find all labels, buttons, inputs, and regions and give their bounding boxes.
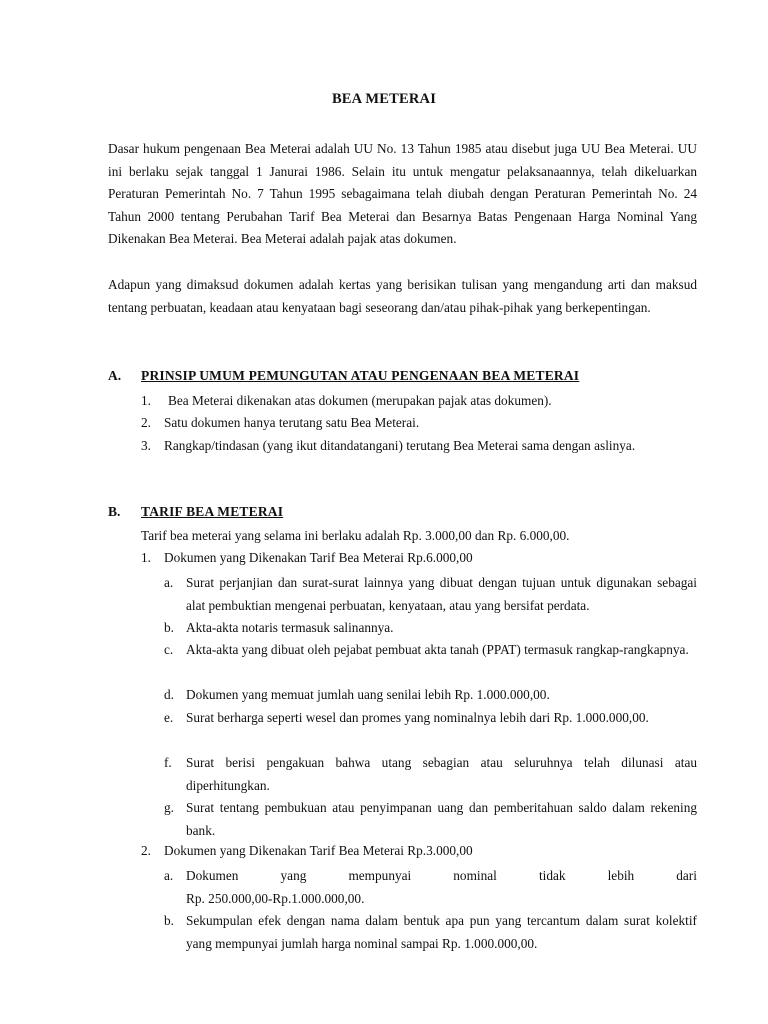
section-b-intro: Tarif bea meterai yang selama ini berlaku adalah Rp. 3.000,00 dan Rp. 6.000,00. bbox=[141, 528, 570, 543]
section-a-item-3-number: 3. bbox=[141, 438, 151, 453]
section-a-item-2: Satu dokumen hanya terutang satu Bea Meterai. bbox=[164, 415, 420, 430]
word: mempunyai bbox=[348, 868, 412, 883]
group-2-item-a-line-1 bbox=[186, 865, 697, 888]
group-1-item-b: Akta-akta notaris termasuk salinannya. bbox=[186, 620, 394, 635]
word: yang bbox=[280, 868, 307, 883]
group-2-number: 2. bbox=[141, 843, 151, 858]
intro-paragraph-2: Adapun yang dimaksud dokumen adalah kertas yang berisikan tulisan yang mengandung arti dan maksud tentang perbuatan, keadaan atau kenyataan bagi seseorang dan/atau pihak-pihak yang berkepentingan. bbox=[108, 277, 697, 315]
section-a-item-1: Bea Meterai dikenakan atas dokumen (merupakan pajak atas dokumen). bbox=[168, 393, 552, 408]
group-2-label: Dokumen yang Dikenakan Tarif Bea Meterai Rp.3.000,00 bbox=[164, 843, 473, 858]
group-2-item-a bbox=[186, 865, 697, 910]
section-b-letter: B. bbox=[108, 504, 121, 519]
section-a-item-2-number: 2. bbox=[141, 415, 151, 430]
group-2-item-a-line-2: Rp. 250.000,00-Rp.1.000.000,00. bbox=[186, 890, 365, 906]
section-b-title: TARIF BEA METERAI bbox=[141, 504, 284, 519]
group-2-item-a-letter: a. bbox=[164, 868, 174, 883]
group-1-item-e: Surat berharga seperti wesel dan promes yang nominalnya lebih dari Rp. 1.000.000,00. bbox=[186, 710, 649, 725]
word: lebih bbox=[607, 868, 635, 883]
group-2-item-b-letter: b. bbox=[164, 913, 174, 928]
group-2-item-b: Sekumpulan efek dengan nama dalam bentuk apa pun yang tercantum dalam surat kolektif yang mempunyai jumlah harga nominal sampai Rp. 1.000.000,00. bbox=[186, 913, 697, 951]
group-1-item-g-letter: g. bbox=[164, 800, 174, 815]
group-1-item-d-letter: d. bbox=[164, 687, 174, 702]
group-1-item-g: Surat tentang pembukuan atau penyimpanan uang dan pemberitahuan saldo dalam rekening bank. bbox=[186, 800, 697, 838]
group-1-item-d: Dokumen yang memuat jumlah uang senilai lebih Rp. 1.000.000,00. bbox=[186, 687, 550, 702]
group-1-item-f: Surat berisi pengakuan bahwa utang sebagian atau seluruhnya telah dilunasi atau diperhitungkan. bbox=[186, 755, 697, 793]
document-title: BEA METERAI bbox=[331, 91, 437, 107]
section-a-item-3: Rangkap/tindasan (yang ikut ditandatangani) terutang Bea Meterai sama dengan aslinya. bbox=[164, 438, 636, 453]
group-1-item-c-letter: c. bbox=[164, 642, 174, 657]
group-1-label: Dokumen yang Dikenakan Tarif Bea Meterai Rp.6.000,00 bbox=[164, 550, 473, 565]
group-1-item-b-letter: b. bbox=[164, 620, 174, 635]
word: Dokumen bbox=[186, 868, 239, 883]
group-1-number: 1. bbox=[141, 550, 151, 565]
group-1-item-f-letter: f. bbox=[164, 755, 172, 770]
group-1-item-a-letter: a. bbox=[164, 575, 174, 590]
group-1-item-c: Akta-akta yang dibuat oleh pejabat pembuat akta tanah (PPAT) termasuk rangkap-rangkapnya. bbox=[186, 642, 689, 657]
group-1-item-a: Surat perjanjian dan surat-surat lainnya yang dibuat dengan tujuan untuk digunakan sebagai alat pembuktian mengenai perbuatan, kenyataan, atau yang bersifat perdata. bbox=[186, 575, 697, 613]
section-a-item-1-number: 1. bbox=[141, 393, 151, 408]
word: tidak bbox=[538, 868, 566, 883]
section-a-letter: A. bbox=[108, 368, 122, 383]
word: nominal bbox=[453, 868, 497, 883]
group-1-item-e-letter: e. bbox=[164, 710, 174, 725]
section-a-title: PRINSIP UMUM PEMUNGUTAN ATAU PENGENAAN BEA METERAI bbox=[141, 368, 580, 383]
section-b-heading bbox=[108, 504, 697, 520]
word: dari bbox=[676, 868, 697, 883]
section-a-heading bbox=[108, 368, 697, 384]
intro-paragraph-1: Dasar hukum pengenaan Bea Meterai adalah UU No. 13 Tahun 1985 atau disebut juga UU Bea Meterai. UU ini berlaku sejak tanggal 1 Janurai 1986. Selain itu untuk mengatur pelaksanaannya, telah dikeluarkan Peraturan Pemerintah No. 7 Tahun 1995 sebagaimana telah diubah dengan Peraturan Pemerintah No. 24 Tahun 2000 tentang Perubahan Tarif Bea Meterai dan Besarnya Batas Pengenaan Harga Nominal Yang Dikenakan Bea Meterai. Bea Meterai adalah pajak atas dokumen. bbox=[108, 141, 697, 247]
